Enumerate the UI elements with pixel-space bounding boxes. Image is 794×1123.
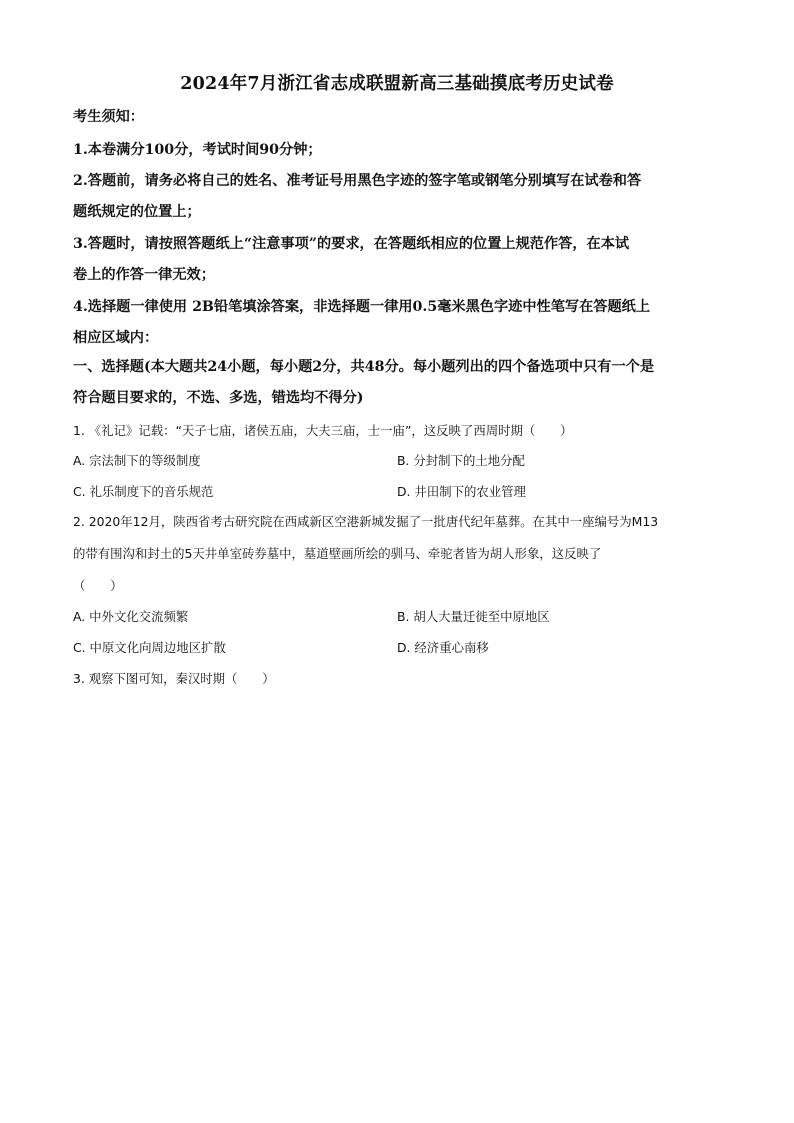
question-1-option-d: D. 井田制下的农业管理 (397, 484, 526, 499)
page-title: 2024年7月浙江省志成联盟新高三基础摸底考历史试卷 (180, 74, 614, 94)
notice-item-4: 4.选择题一律使用 2B铅笔填涂答案，非选择题一律用0.5毫米黑色字迹中性笔写在答题纸上 (73, 299, 651, 315)
notice-item-3-cont: 卷上的作答一律无效； (73, 267, 215, 283)
notice-item-2: 2.答题前，请务必将自己的姓名、准考证号用黑色字迹的签字笔或钢笔分别填写在试卷和答 (73, 173, 642, 189)
question-2-option-b: B. 胡人大量迁徙至中原地区 (397, 609, 550, 624)
question-1-stem: 1. 《礼记》记载：“天子七庙，诸侯五庙，大夫三庙，士一庙”，这反映了西周时期（ ） (73, 423, 573, 438)
notice-item-1: 1.本卷满分100分，考试时间90分钟； (73, 142, 322, 158)
question-2-answer-blank: （ ） (73, 578, 123, 593)
question-1-option-a: A. 宗法制下的等级制度 (73, 453, 201, 468)
notice-heading: 考生须知： (73, 109, 144, 125)
question-2-option-d: D. 经济重心南移 (397, 640, 489, 655)
question-2-stem-cont: 的带有围沟和封土的5天井单室砖券墓中，墓道壁画所绘的驯马、牵驼者皆为胡人形象，这反映了 (73, 546, 602, 561)
question-3-stem: 3. 观察下图可知，秦汉时期（ ） (73, 671, 275, 686)
question-1-option-b: B. 分封制下的土地分配 (397, 453, 525, 468)
notice-item-2-cont: 题纸规定的位置上； (73, 204, 201, 220)
section-heading: 一、选择题(本大题共24小题，每小题2分，共48分。每小题列出的四个备选项中只有一个是 (73, 359, 655, 375)
notice-item-3: 3.答题时，请按照答题纸上“注意事项”的要求，在答题纸相应的位置上规范作答，在本试 (73, 236, 630, 252)
question-2-stem: 2. 2020年12月，陕西省考古研究院在西咸新区空港新城发掘了一批唐代纪年墓葬。在其中一座编号为M13 (73, 514, 659, 529)
question-2-option-c: C. 中原文化向周边地区扩散 (73, 640, 226, 655)
notice-item-4-cont: 相应区域内： (73, 330, 159, 346)
section-heading-cont: 符合题目要求的，不选、多选，错选均不得分) (73, 390, 364, 406)
question-1-option-c: C. 礼乐制度下的音乐规范 (73, 484, 214, 499)
question-2-option-a: A. 中外文化交流频繁 (73, 609, 189, 624)
